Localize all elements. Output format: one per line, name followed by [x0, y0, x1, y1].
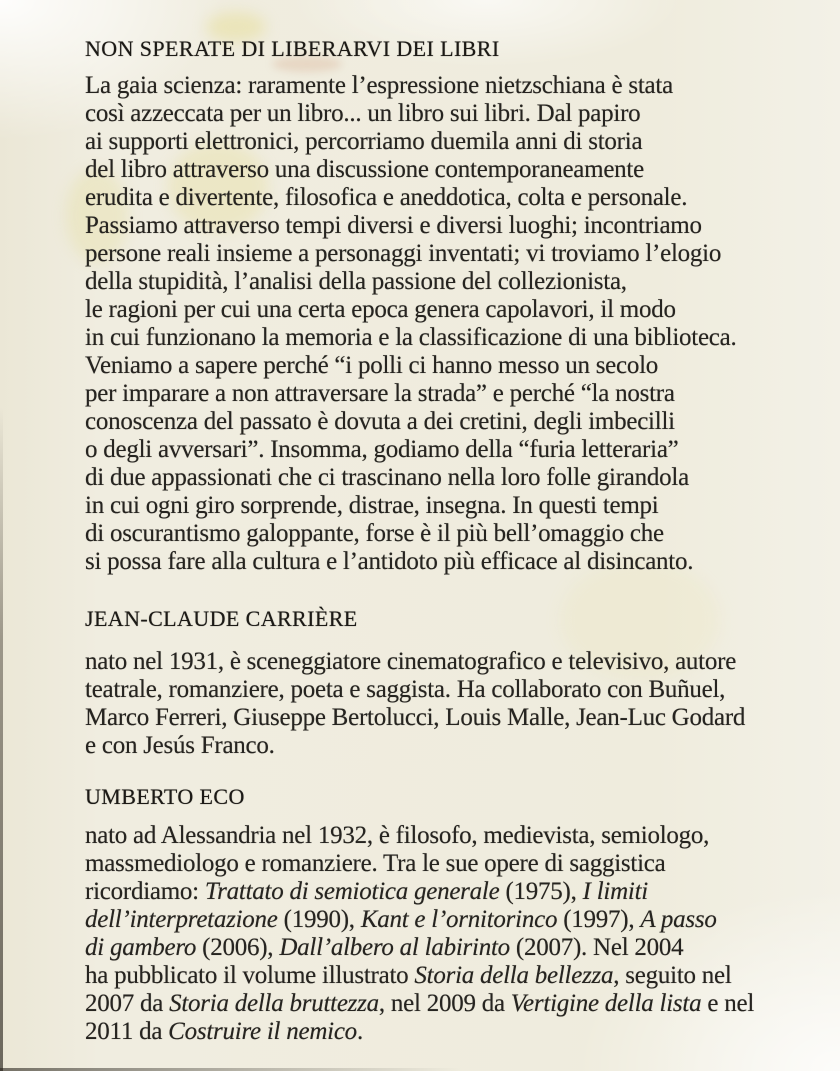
text-line: ricordiamo: Trattato di semiotica generale (1975), I limiti [85, 878, 648, 905]
synopsis-paragraph [85, 72, 795, 576]
text-line: persone reali insieme a personaggi inventati; vi troviamo l’elogio [85, 240, 722, 267]
section-author-carriere [85, 606, 795, 760]
text-line: in cui funzionano la memoria e la classificazione di una biblioteca. [85, 324, 737, 351]
author-name-carriere: JEAN-CLAUDE CARRIÈRE [85, 606, 358, 631]
text-line: o degli avversari”. Insomma, godiamo della “furia letteraria” [85, 436, 679, 463]
section-synopsis [85, 36, 795, 576]
text-line: della stupidità, l’analisi della passione del collezionista, [85, 268, 627, 295]
author-name-eco: UMBERTO ECO [85, 784, 245, 809]
text-line: si possa fare alla cultura e l’antidoto più efficace al disincanto. [85, 548, 694, 575]
text-line: in cui ogni giro sorprende, distrae, insegna. In questi tempi [85, 492, 659, 519]
text-line: ai supporti elettronici, percorriamo duemila anni di storia [85, 128, 643, 155]
text-line: dell’interpretazione (1990), Kant e l’ornitorinco (1997), A passo [85, 906, 717, 933]
text-line: di oscurantismo galoppante, forse è il più bell’omaggio che [85, 520, 664, 547]
text-line: di due appassionati che ci trascinano nella loro folle girandola [85, 464, 689, 491]
text-line: Veniamo a sapere perché “i polli ci hanno messo un secolo [85, 352, 659, 379]
text-line: le ragioni per cui una certa epoca genera capolavori, il modo [85, 296, 676, 323]
text-line: massmediologo e romanziere. Tra le sue opere di saggistica [85, 850, 666, 877]
text-line: 2011 da Costruire il nemico. [85, 1018, 363, 1045]
section-author-eco [85, 784, 795, 1046]
text-line: del libro attraverso una discussione contemporaneamente [85, 156, 644, 183]
text-line: Marco Ferreri, Giuseppe Bertolucci, Louis Malle, Jean-Luc Godard [85, 704, 746, 731]
text-line: Passiamo attraverso tempi diversi e diversi luoghi; incontriamo [85, 212, 702, 239]
text-line: conoscenza del passato è dovuta a dei cretini, degli imbecilli [85, 408, 675, 435]
text-line: La gaia scienza: raramente l’espressione nietzschiana è stata [85, 72, 673, 99]
carriere-bio-paragraph [85, 648, 795, 760]
text-line: per imparare a non attraversare la strada” e perché “la nostra [85, 380, 675, 407]
text-line: nato nel 1931, è sceneggiatore cinematografico e televisivo, autore [85, 648, 737, 675]
text-line: erudita e divertente, filosofica e aneddotica, colta e personale. [85, 184, 688, 211]
text-line: ha pubblicato il volume illustrato Storia della bellezza, seguito nel [85, 962, 732, 989]
text-line: così azzeccata per un libro... un libro sui libri. Dal papiro [85, 100, 641, 127]
book-title: NON SPERATE DI LIBERARVI DEI LIBRI [85, 36, 500, 61]
page-content [85, 36, 795, 1046]
text-line: teatrale, romanziere, poeta e saggista. Ha collaborato con Buñuel, [85, 676, 726, 703]
text-line: di gambero (2006), Dall’albero al labirinto (2007). Nel 2004 [85, 934, 684, 961]
text-line: nato ad Alessandria nel 1932, è filosofo, medievista, semiologo, [85, 822, 710, 849]
page-edge-left [0, 407, 3, 1071]
text-line: 2007 da Storia della bruttezza, nel 2009 da Vertigine della lista e nel [85, 990, 755, 1017]
eco-bio-paragraph [85, 822, 795, 1046]
text-line: e con Jesús Franco. [85, 732, 275, 759]
